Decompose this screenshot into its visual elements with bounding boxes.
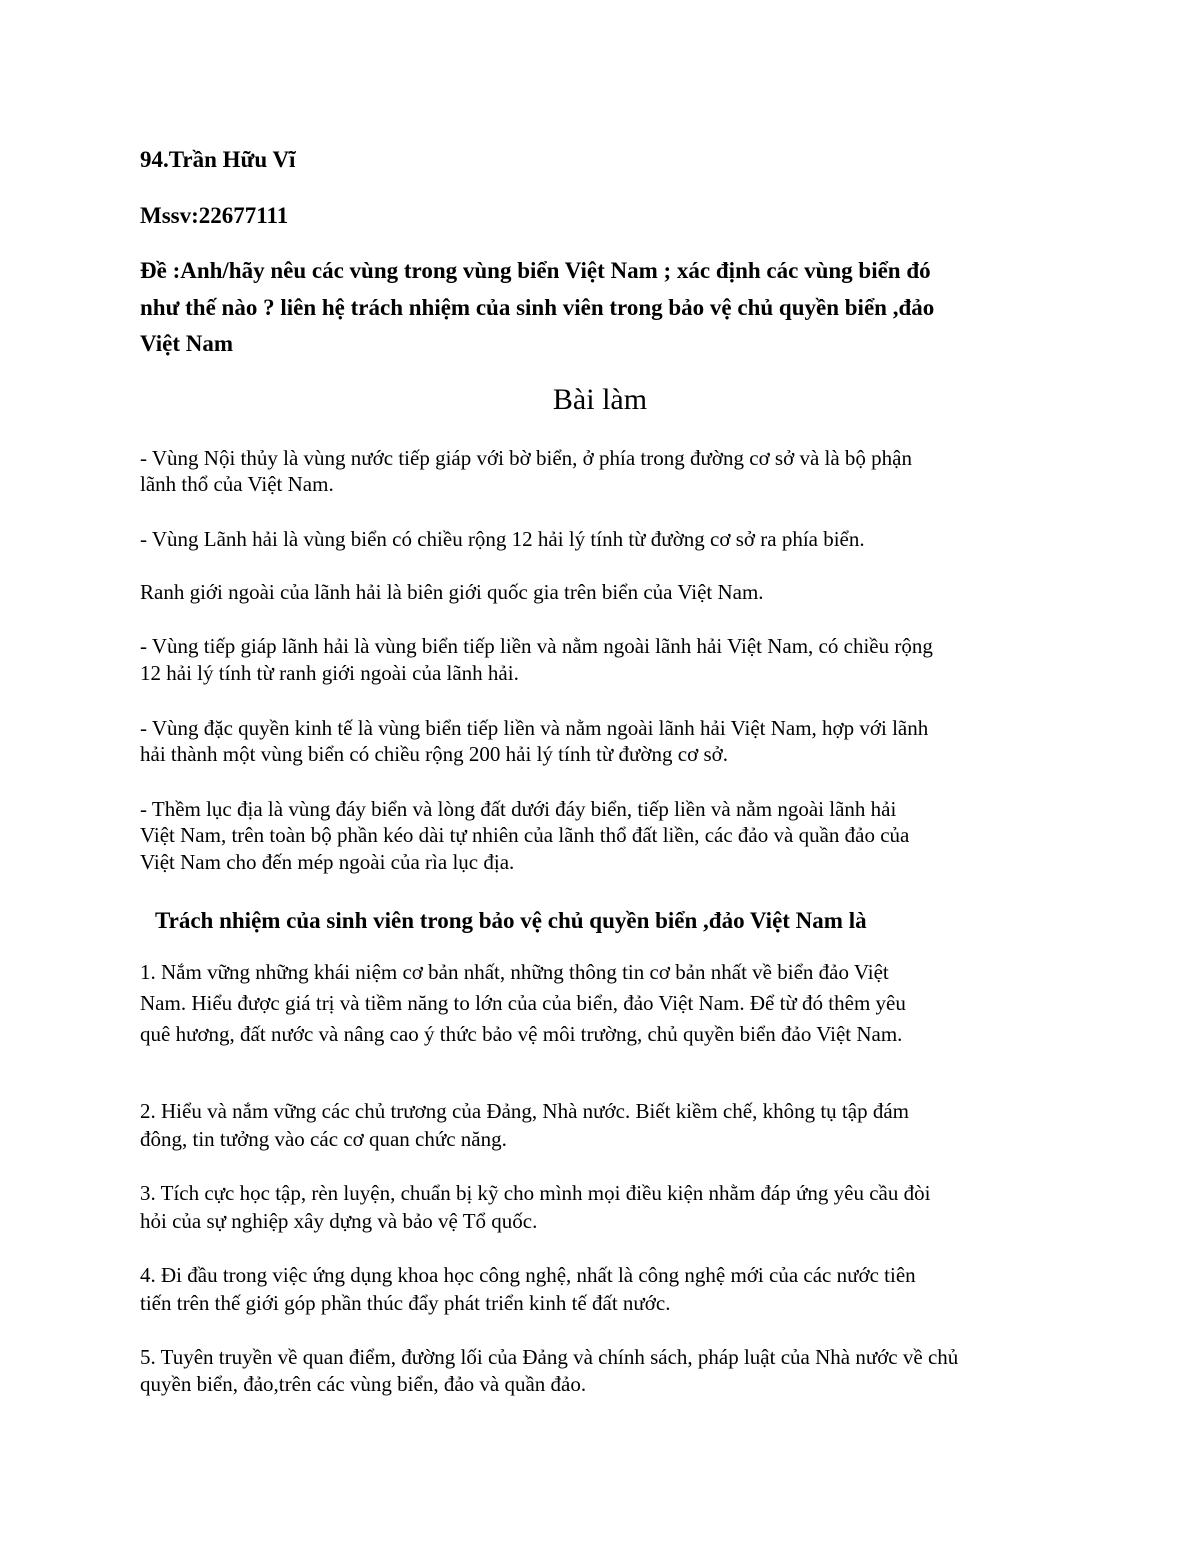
- responsibility-line: Nam. Hiểu được giá trị và tiềm năng to lớn của của biển, đảo Việt Nam. Để từ đó thêm yêu: [140, 991, 906, 1015]
- zone-paragraph-line: Việt Nam cho đến mép ngoài của rìa lục địa.: [140, 850, 515, 874]
- answer-heading: Bài làm: [552, 383, 648, 416]
- zone-paragraph-line: - Vùng Lãnh hải là vùng biển có chiều rộng 12 hải lý tính từ đường cơ sở ra phía biển.: [140, 527, 865, 551]
- question-line: Đề :Anh/hãy nêu các vùng trong vùng biển Việt Nam ; xác định các vùng biển đó: [140, 258, 931, 283]
- zone-paragraph-line: 12 hải lý tính từ ranh giới ngoài của lãnh hải.: [140, 661, 519, 685]
- zone-paragraph-line: lãnh thổ của Việt Nam.: [140, 472, 334, 496]
- responsibility-line: đông, tin tưởng vào các cơ quan chức năng.: [140, 1127, 507, 1151]
- responsibility-title: Trách nhiệm của sinh viên trong bảo vệ chủ quyền biển ,đảo Việt Nam là: [155, 908, 867, 933]
- responsibility-line: 2. Hiểu và nắm vững các chủ trương của Đảng, Nhà nước. Biết kiềm chế, không tụ tập đám: [140, 1099, 909, 1123]
- zone-paragraph-line: - Vùng Nội thủy là vùng nước tiếp giáp với bờ biển, ở phía trong đường cơ sở và là bộ phận: [140, 446, 912, 470]
- zone-paragraph-line: - Thềm lục địa là vùng đáy biển và lòng đất dưới đáy biển, tiếp liền và nằm ngoài lãnh hải: [140, 797, 897, 821]
- question-line: như thế nào ? liên hệ trách nhiệm của sinh viên trong bảo vệ chủ quyền biển ,đảo: [140, 295, 935, 320]
- responsibility-line: 4. Đi đầu trong việc ứng dụng khoa học công nghệ, nhất là công nghệ mới của các nước tiên: [140, 1263, 916, 1287]
- responsibility-line: tiến trên thế giới góp phần thúc đẩy phát triển kinh tế đất nước.: [140, 1291, 671, 1315]
- zone-paragraph-line: Ranh giới ngoài của lãnh hải là biên giới quốc gia trên biển của Việt Nam.: [140, 580, 764, 604]
- student-id: Mssv:22677111: [140, 203, 289, 228]
- responsibility-line: 3. Tích cực học tập, rèn luyện, chuẩn bị kỹ cho mình mọi điều kiện nhằm đáp ứng yêu cầu đòi: [140, 1181, 931, 1205]
- responsibility-line: quê hương, đất nước và nâng cao ý thức bảo vệ môi trường, chủ quyền biển đảo Việt Nam.: [140, 1022, 903, 1046]
- question-line: Việt Nam: [140, 331, 234, 356]
- zone-paragraph-line: Việt Nam, trên toàn bộ phần kéo dài tự nhiên của lãnh thổ đất liền, các đảo và quần đảo của: [140, 823, 910, 847]
- zone-paragraph-line: - Vùng đặc quyền kinh tế là vùng biển tiếp liền và nằm ngoài lãnh hải Việt Nam, hợp với lãnh: [140, 716, 929, 740]
- responsibility-line: quyền biển, đảo,trên các vùng biển, đảo và quần đảo.: [140, 1372, 587, 1396]
- responsibility-line: 1. Nắm vững những khái niệm cơ bản nhất, những thông tin cơ bản nhất về biển đảo Việt: [140, 960, 889, 984]
- responsibility-line: hỏi của sự nghiệp xây dựng và bảo vệ Tổ quốc.: [140, 1209, 538, 1233]
- zone-paragraph-line: hải thành một vùng biển có chiều rộng 200 hải lý tính từ đường cơ sở.: [140, 742, 728, 766]
- student-name: 94.Trần Hữu Vĩ: [140, 147, 296, 172]
- responsibility-line: 5. Tuyên truyền về quan điểm, đường lối của Đảng và chính sách, pháp luật của Nhà nước về chủ: [140, 1345, 959, 1369]
- zone-paragraph-line: - Vùng tiếp giáp lãnh hải là vùng biển tiếp liền và nằm ngoài lãnh hải Việt Nam, có chiều rộng: [140, 634, 933, 658]
